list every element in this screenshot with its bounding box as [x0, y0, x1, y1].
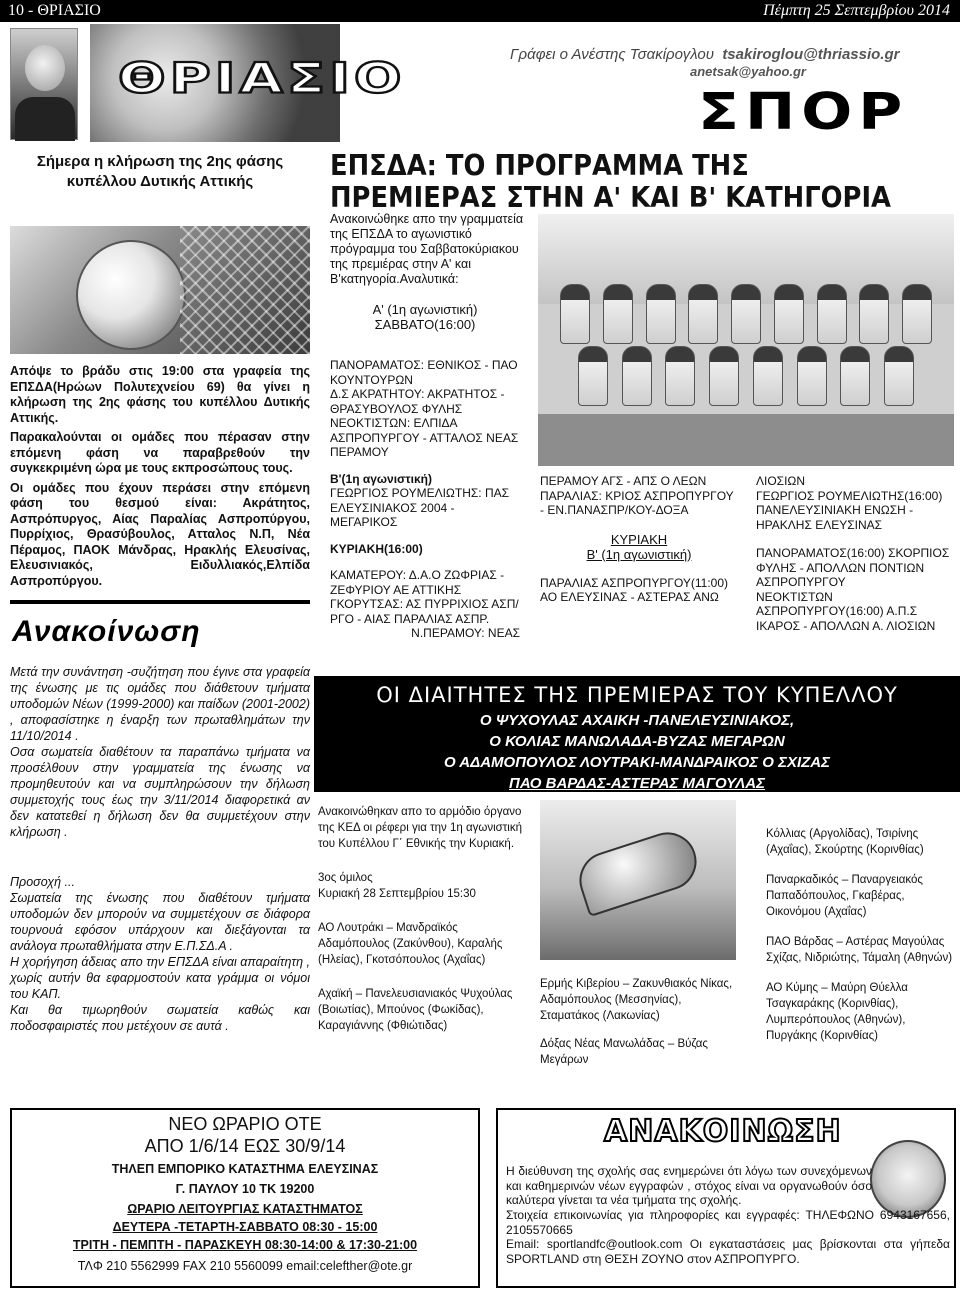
ote-title: ΝΕΟ ΩΡΑΡΙΟ ΟΤΕ — [168, 1114, 322, 1134]
referees-match-2: Αχαϊκή – Πανελευσιανιακός Ψυχούλας (Βοιωτίας), Μπούνος (Φωκίδας), Καραγιάννης (Φθιώτιδας) — [318, 988, 513, 1032]
cup-story-p3: Οι ομάδες που έχουν περάσει στην επόμενη φάση του θεσμού είναι: Ακράτητος, Ασπρόπυργος, Αίας Παραλίας Ασπροπύργου, Πυρρίχιος, Θρασύβουλος, Ατταλος Ν.Π, Νέα Πέραμος, ΠΑΟΚ Μάνδρας, Ηρακλής Ελευσίνας, Ελευσινιακός, Ειδυλλιακός,Ελπίδα Ασπροπύργου. — [10, 480, 310, 588]
cup-draw-story — [10, 364, 310, 593]
program-column-2 — [540, 474, 738, 605]
school-logo-icon — [870, 1140, 946, 1218]
referees-column-2 — [540, 976, 738, 1080]
notice-body — [10, 664, 310, 1044]
notice-p4: Σωματεία της ένωσης που διαθέτουν τμήματα υποδομών δεν μπορούν να συμμετέχουν σε διάφορα τουρνουά εφόσον υπάρχουν και διεξάγονται τα ανάλογα πρωταθλήματα στην Ε.Π.ΣΔ.Α . — [10, 891, 310, 953]
whistle-photo — [540, 800, 736, 960]
referees-date: Κυριακή 28 Σεπτεμβρίου 15:30 — [318, 888, 476, 900]
issue-date: Πέμπτη 25 Σεπτεμβρίου 2014 — [763, 2, 950, 19]
match-s2: ΓΚΟΡΥΤΣΑΣ: ΑΣ ΠΥΡΡΙΧΙΟΣ ΑΣΠ/ΡΓΟ - ΑΙΑΣ ΠΑΡΑΛΙΑΣ ΑΣΠΡ. — [330, 597, 519, 626]
page-number-label: 10 - ΘΡΙΑΣΙΟ — [8, 2, 101, 19]
cup-draw-headline: Σήμερα η κλήρωση της 2ης φάσης κυπέλλου Δυτικής Αττικής — [36, 153, 284, 190]
ote-contact: ΤΛΦ 210 5562999 FAX 210 5560099 email:celefther@ote.gr — [77, 1259, 413, 1273]
round-b-subtitle: Β' (1η αγωνιστική) — [586, 546, 692, 562]
referees-column-3 — [766, 826, 956, 1058]
match-s3: Ν.ΠΕΡΑΜΟΥ: ΝΕΑΣ — [411, 626, 520, 640]
match-c4-2: ΓΕΩΡΓΙΟΣ ΡΟΥΜΕΛΙΩΤΗΣ(16:00) ΠΑΝΕΛΕΥΣΙΝΙΑΚΗ ΕΝΩΣΗ - ΗΡΑΚΛΗΣ ΕΛΕΥΣΙΝΑΣ — [756, 488, 943, 532]
referees-match-5: Κόλλιας (Αργολίδας), Τσιρίνης (Αχαΐας), Σκούρτης (Κορινθίας) — [766, 828, 924, 856]
section-divider — [10, 600, 310, 604]
section-title: ΣΠΟΡ — [698, 82, 909, 142]
referee-line-2: Ο ΚΟΛΙΑΣ ΜΑΝΩΛΑΔΑ-ΒΥΖΑΣ ΜΕΓΑΡΩΝ — [489, 733, 785, 750]
match-c4-3: ΠΑΝΟΡΑΜΑΤΟΣ(16:00) ΣΚΟΡΠΙΟΣ ΦΥΛΗΣ - ΑΠΟΛΛΩΝ ΠΟΝΤΙΩΝ ΑΣΠΡΟΠΥΡΓΟΥ — [756, 546, 950, 589]
school-ad-p2: Στοιχεία επικοινωνίας για πληροφορίες και εγγραφές: ΤΗΛΕΦΩΝΟ 6943167656, 2105570665 — [506, 1208, 950, 1237]
referees-title: ΟΙ ΔΙΑΙΤΗΤΕΣ ΤΗΣ ΠΡΕΜΙΕΡΑΣ ΤΟΥ ΚΥΠΕΛΛΟΥ — [376, 683, 898, 707]
cup-story-p2: Παρακαλούνται οι ομάδες που πέρασαν στην επόμενη φάση να παραβρεθούν την συγκεκριμένη ώρα με τους εκπροσώπους τους. — [10, 430, 310, 475]
referee-line-1: Ο ΨΥΧΟΥΛΑΣ ΑΧΑΙΚΗ -ΠΑΝΕΛΕΥΣΙΝΙΑΚΟΣ, — [479, 712, 795, 729]
byline-email-1: tsakiroglou@thriassio.gr — [722, 46, 900, 63]
referees-match-7: ΠΑΟ Βάρδας – Αστέρας Μαγούλας Σχίζας, Νιδριώτης, Τάμαλη (Αθηνών) — [766, 936, 953, 964]
notice-p6: Και θα τιμωρηθούν σωματεία καθώς και ποδοσφαιριστές που μετέχουν σε αυτά . — [10, 1003, 310, 1033]
match-a3: ΝΕΟΚΤΙΣΤΩΝ: ΕΛΠΙΔΑ ΑΣΠΡΟΠΥΡΓΟΥ - ΑΤΤΑΛΟΣ ΝΕΑΣ ΠΕΡΑΜΟΥ — [330, 416, 519, 459]
referees-column-1 — [318, 804, 526, 1044]
program-column-3 — [756, 474, 956, 633]
ote-hours-1: ΔΕΥΤΕΡΑ -ΤΕΤΑΡΤΗ-ΣΑΒΒΑΤΟ 08:30 - 15:00 — [112, 1220, 378, 1234]
byline-author: Γράφει ο Ανέστης Τσακίρογλου — [510, 46, 714, 63]
ote-hours-title: ΩΡΑΡΙΟ ΛΕΙΤΟΥΡΓΙΑΣ ΚΑΤΑΣΤΗΜΑΤΟΣ — [127, 1202, 363, 1216]
round-a-title: Α' (1η αγωνιστική) — [372, 302, 478, 317]
round-a-day: ΣΑΒΒΑΤΟ(16:00) — [374, 317, 476, 332]
notice-p1: Μετά την συνάντηση -συζήτηση που έγινε στα γραφεία της ένωσης με τις ομάδες που διάθετουν τμήματα υποδομών Νέων (1999-2000) και παίδων (2001-2002) , αποφασίστηκε η έναρξη των πρωταθλημάτων την 11/10/2014 . — [10, 665, 310, 743]
referees-match-3: Ερμής Κιβερίου – Ζακυνθιακός Νίκας, Αδαμόπουλος (Μεσσηνίας), Σταματάκος (Λακωνίας) — [540, 978, 733, 1022]
program-headline: ΕΠΣΔΑ: ΤΟ ΠΡΟΓΡΑΜΜΑ ΤΗΣ ΠΡΕΜΙΕΡΑΣ ΣΤΗΝ Α' ΚΑΙ Β' ΚΑΤΗΓΟΡΙΑ — [330, 149, 891, 214]
referees-match-6: Παναρκαδικός – Παναργειακός Παπαδόπουλος, Γκαβέρας, Οικονόμου (Αχαΐας) — [766, 874, 923, 918]
school-ad-title: ΑΝΑΚΟΙΝΩΣΗ — [604, 1114, 842, 1149]
ote-store: ΤΗΛΕΠ ΕΜΠΟΡΙΚΟ ΚΑΤΑΣΤΗΜΑ ΕΛΕΥΣΙΝΑΣ — [111, 1162, 379, 1176]
notice-title: Ανακοίνωση — [12, 615, 201, 648]
match-c4-4: ΝΕΟΚΤΙΣΤΩΝ ΑΣΠΡΟΠΥΡΓΟΥ(16:00) Α.Π.Σ ΙΚΑΡΟΣ - ΑΠΟΛΛΩΝ Α. ΛΙΟΣΙΩΝ — [756, 589, 936, 633]
match-c3-4: ΑΟ ΕΛΕΥΣΙΝΑΣ - ΑΣΤΕΡΑΣ ΑΝΩ — [540, 590, 719, 604]
referees-intro: Ανακοινώθηκαν απο το αρμόδιο όργανο της ΚΕΔ οι ρέφερι για την 1η αγωνιστική του Κυπέλλου Γ΄ Εθνικής την Κυριακή. — [318, 806, 522, 850]
match-c3-1: ΠΕΡΑΜΟΥ ΑΓΣ - ΑΠΣ Ο ΛΕΩΝ — [540, 474, 707, 488]
school-ad-body — [506, 1208, 950, 1266]
masthead — [0, 24, 960, 146]
sunday-label: ΚΥΡΙΑΚΗ — [610, 531, 668, 547]
referees-match-1: ΑΟ Λουτράκι – Μανδραϊκός Αδαμόπουλος (Ζακύνθου), Καραλής (Ηλείας), Γκοτσόπουλος (Αχαΐας) — [318, 922, 503, 966]
newspaper-logo: ΘΡΙΑΣΙΟ — [118, 54, 406, 103]
page-header-bar — [0, 0, 960, 22]
match-s1: ΚΑΜΑΤΕΡΟΥ: Δ.Α.Ο ΖΩΦΡΙΑΣ - ΖΕΦΥΡΙΟΥ ΑΕ ΑΤΤΙΚΗΣ — [330, 568, 505, 597]
notice-p3: Προσοχή ... — [10, 875, 75, 889]
school-ad-p3: Email: sportlandfc@outlook.com Οι εγκαταστάσεις μας βρίσκονται στα γήπεδα SPORTLAND στη ΘΕΣΗ ΖΟΥΝΟ στον ΑΣΠΡΟΠΥΡΓΟ. — [506, 1237, 950, 1266]
referees-match-4: Δόξας Νέας Μανωλάδας – Βύζας Μεγάρων — [540, 1038, 708, 1066]
match-c3-2: ΠΑΡΑΛΙΑΣ: ΚΡΙΟΣ ΑΣΠΡΟΠΥΡΓΟΥ - ΕΝ.ΠΑΝΑΣΠΡ/ΚΟΥ-ΔΟΞΑ — [540, 488, 734, 517]
program-intro: Ανακοινώθηκε απο την γραμματεία της ΕΠΣΔΑ το αγωνιστικό πρόγραμμα του Σαββατοκύριακου της πρεμιέρας στην Α' και Β'κατηγορία.Αναλυτικά: — [330, 212, 524, 286]
round-b-title: Β'(1η αγωνιστική) — [330, 471, 432, 486]
referee-line-3: Ο ΑΔΑΜΟΠΟΥΛΟΣ ΛΟΥΤΡΑΚΙ-ΜΑΝΔΡΑΙΚΟΣ Ο ΣΧΙΖΑΣ — [444, 754, 830, 771]
team-photo — [538, 214, 954, 466]
referees-group: 3ος όμιλος — [318, 872, 373, 884]
school-ad-p1: Η διεύθυνση της σχολής σας ενημερώνει ότι λόγω των συνεχόμενων και καθημερινών νέων εγγραφών , στόχος είναι να οργανωθούν όσο καλύτερα γίνεται τα νέα τμήματα της σχολής. — [506, 1164, 872, 1207]
match-c3-3: ΠΑΡΑΛΙΑΣ ΑΣΠΡΟΠΥΡΓΟΥ(11:00) — [540, 575, 729, 590]
match-c4-1: ΛΙΟΣΙΩΝ — [756, 474, 806, 488]
notice-p5: Η χορήγηση άδειας απο την ΕΠΣΔΑ είναι απαραίτητη , χωρίς αυτήν θα εφαρμοστούν κατα γράμμα οι νόμοι του ΚΑΠ. — [10, 955, 310, 1001]
author-portrait — [10, 28, 78, 140]
referee-line-4: ΠΑΟ ΒΑΡΔΑΣ-ΑΣΤΕΡΑΣ ΜΑΓΟΥΛΑΣ — [509, 775, 765, 792]
match-a2: Δ.Σ ΑΚΡΑΤΗΤΟΥ: ΑΚΡΑΤΗΤΟΣ - ΘΡΑΣΥΒΟΥΛΟΣ ΦΥΛΗΣ — [330, 387, 505, 416]
ote-hours-2: ΤΡΙΤΗ - ΠΕΜΠΤΗ - ΠΑΡΑΣΚΕΥΗ 08:30-14:00 & 17:30-21:00 — [72, 1238, 418, 1252]
ote-address: Γ. ΠΑΥΛΟΥ 10 ΤΚ 19200 — [175, 1182, 315, 1196]
byline-email-2: anetsak@yahoo.gr — [690, 64, 806, 79]
referees-banner — [314, 676, 960, 792]
match-a1: ΠΑΝΟΡΑΜΑΤΟΣ: ΕΘΝΙΚΟΣ - ΠΑΟ ΚΟΥΝΤΟΥΡΩΝ — [330, 358, 518, 387]
round-a-header — [330, 302, 520, 332]
notice-p2: Οσα σωματεία διαθέτουν τα παραπάνω τμήματα να προσέλθουν στην γραμματεία της ένωσης να προμηθευτούν και να συμπληρώσουν την δήλωση συμμετοχής τους έως την 3/11/2014 διαφορετικά αν δεν κατατεθεί η δήλωση δεν θα συμμετέχουν στην κλήρωση . — [10, 745, 310, 839]
ball-net-photo — [10, 226, 310, 354]
sunday-time: ΚΥΡΙΑΚΗ(16:00) — [330, 541, 423, 556]
match-b1: ΓΕΩΡΓΙΟΣ ΡΟΥΜΕΛΙΩΤΗΣ: ΠΑΣ ΕΛΕΥΣΙΝΙΑΚΟΣ 2004 - ΜΕΓΑΡΙΚΟΣ — [330, 486, 510, 529]
ote-period: ΑΠΟ 1/6/14 ΕΩΣ 30/9/14 — [144, 1136, 346, 1156]
program-column-1 — [330, 358, 520, 641]
school-advert — [496, 1108, 956, 1288]
byline — [510, 46, 899, 63]
ote-advert — [10, 1108, 480, 1288]
cup-story-p1: Απόψε το βράδυ στις 19:00 στα γραφεία της ΕΠΣΔΑ(Ηρώων Πολυτεχνείου 69) θα γίνει η κλήρωση της 2ης φάσης του κυπέλλου Δυτικής Αττικής. — [10, 364, 310, 425]
referees-match-8: ΑΟ Κύμης – Μαύρη Θύελλα Τσαγκαράκης (Κορινθίας), Λυμπερόπουλος (Αθηνών), Πυργάκης (Κορινθίας) — [766, 982, 908, 1042]
